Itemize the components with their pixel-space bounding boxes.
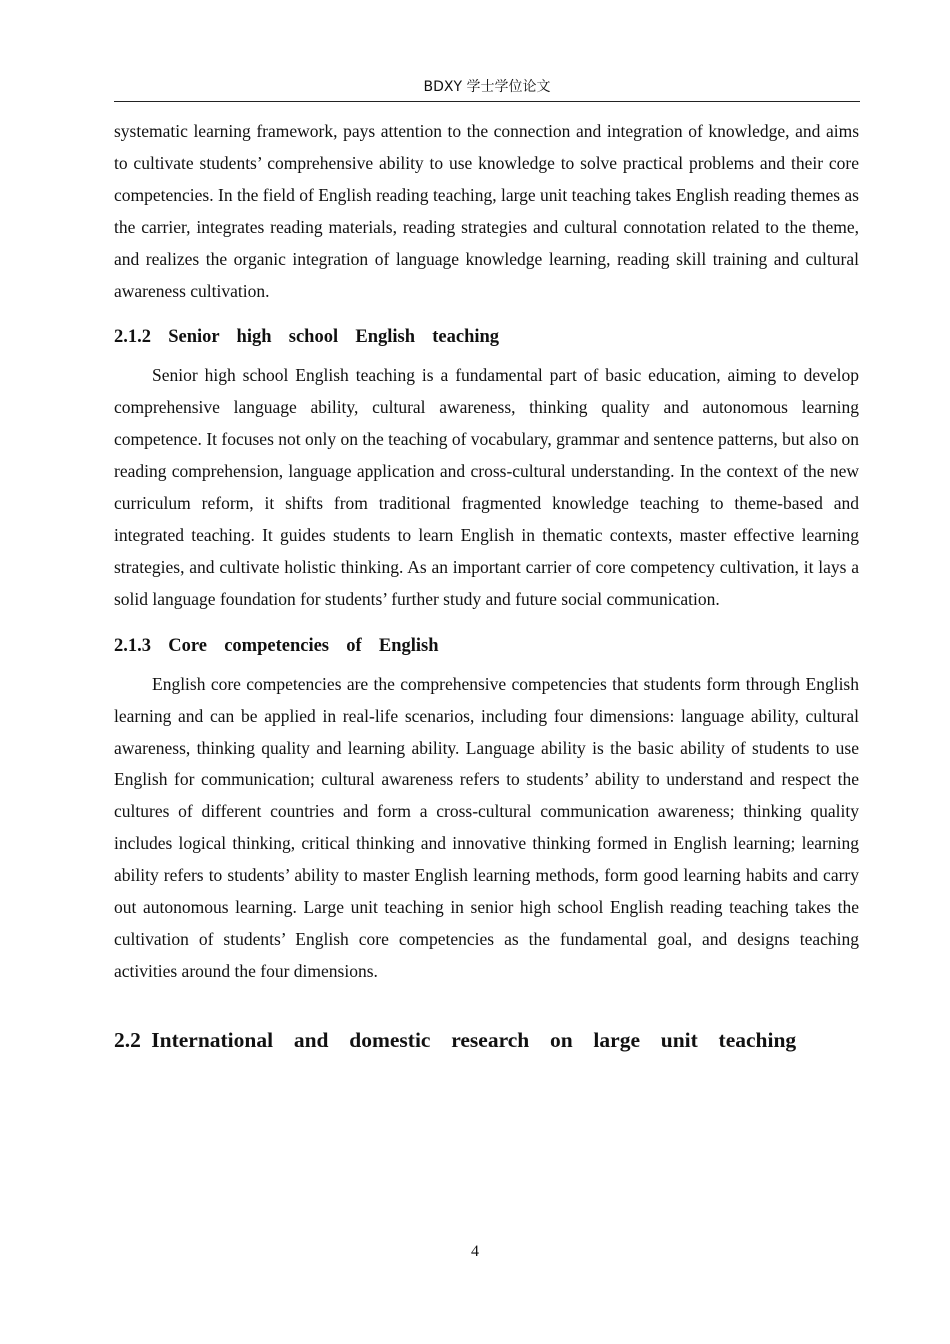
section-heading-2-1-3: 2.1.3 Core competencies of English [114, 635, 439, 656]
section-2-1-3-paragraph: English core competencies are the comprehensive competencies that students form through English learning and can be applied in real-life scenarios, including four dimensions: language ability, cultural awareness, thinking quality and learning ability. Language ability is the basic ability of students to use English for communication; cultural awareness refers to students’ ability to understand and respect the cultures of different countries and form a cross-cultural communication awareness; thinking quality includes logical thinking, critical thinking and innovative thinking formed in English learning; learning ability refers to students’ ability to master English learning methods, form good learning habits and carry out autonomous learning. Large unit teaching in senior high school English reading teaching takes the cultivation of students’ English core competencies as the fundamental goal, and designs teaching activities around the four dimensions. [114, 673, 859, 981]
section-2-1-2-paragraph: Senior high school English teaching is a fundamental part of basic education, aiming to develop comprehensive language ability, cultural awareness, thinking quality and autonomous learning competence. It focuses not only on the teaching of vocabulary, grammar and sentence patterns, but also on reading comprehension, language application and cross-cultural understanding. In the context of the new curriculum reform, it shifts from traditional fragmented knowledge teaching to theme-based and integrated teaching. It guides students to learn English in thematic contexts, master effective learning strategies, and cultivate holistic thinking. As an important carrier of core competency cultivation, it lays a solid language foundation for students’ further study and future social communication. [114, 365, 859, 609]
body-paragraph: systematic learning framework, pays attention to the connection and integration of knowledge, and aims to cultivate students’ comprehensive ability to use knowledge to solve practical problems and their core competencies. In the field of English reading teaching, large unit teaching takes English reading themes as the carrier, integrates reading materials, reading strategies and cultural connotation related to the theme, and realizes the organic integration of language knowledge learning, reading skill training and cultural awareness cultivation. [114, 121, 859, 301]
page-header [114, 77, 860, 102]
section-heading-2-2: 2.2 International and domestic research on large unit teaching [114, 1027, 797, 1052]
page-number: 4 [471, 1243, 479, 1260]
section-heading-2-1-2: 2.1.2 Senior high school English teaching [114, 327, 500, 348]
document-body [114, 116, 859, 1054]
header-title: BDXY 学士学位论文 [423, 79, 551, 95]
